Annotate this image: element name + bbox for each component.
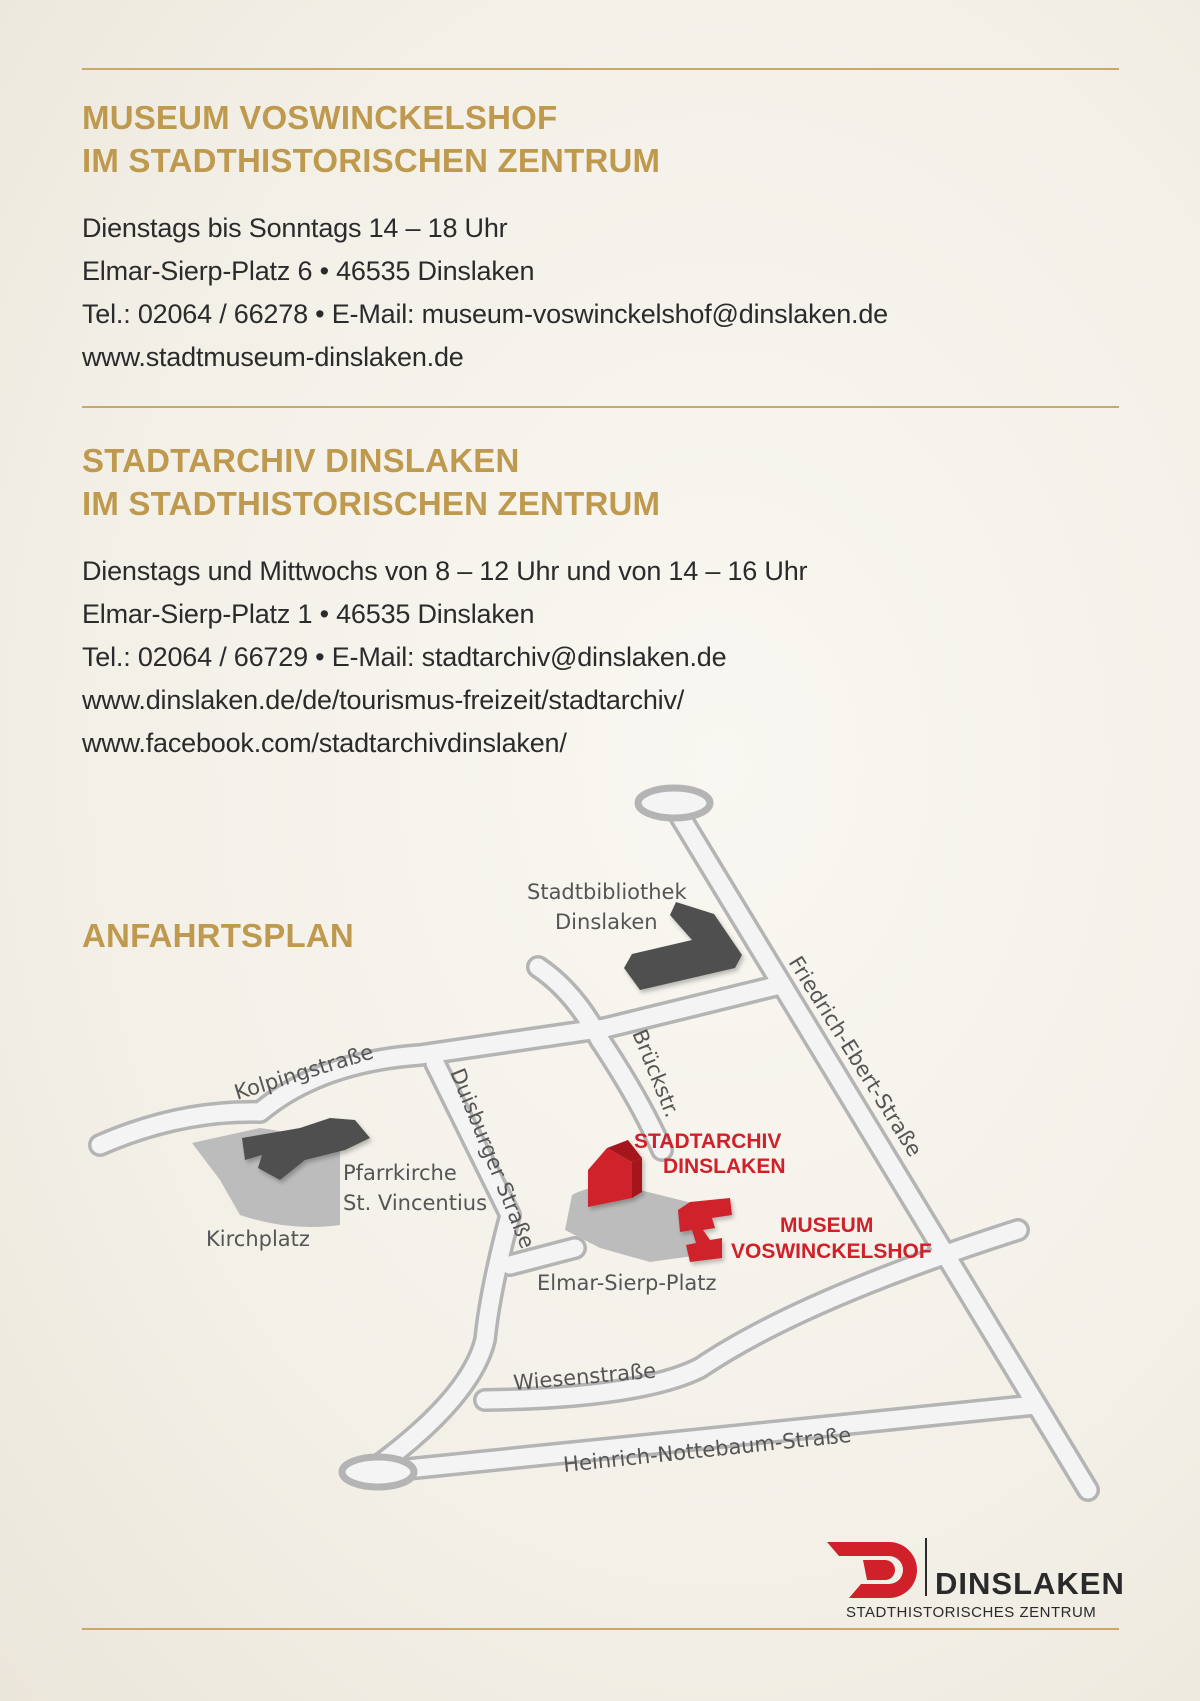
label-kolpingstrasse: Kolpingstraße <box>231 1039 377 1105</box>
divider-bottom <box>82 1628 1119 1630</box>
museum-info <box>82 207 888 379</box>
label-museum-line2: VOSWINCKELSHOF <box>731 1240 932 1263</box>
label-duisburger-strasse: Duisburger Straße <box>445 1064 540 1252</box>
museum-hours: Dienstags bis Sonntags 14 – 18 Uhr <box>82 213 508 243</box>
roundabout-south <box>342 1457 414 1487</box>
archive-address: Elmar-Sierp-Platz 1 • 46535 Dinslaken <box>82 599 535 629</box>
label-archive-line1: STADTARCHIV <box>634 1130 782 1153</box>
label-museum-line1: MUSEUM <box>780 1214 874 1237</box>
museum-title-line1: MUSEUM VOSWINCKELSHOF <box>82 99 558 136</box>
label-kirchplatz: Kirchplatz <box>206 1227 310 1251</box>
museum-title-line2: IM STADTHISTORISCHEN ZENTRUM <box>82 142 661 179</box>
label-friedrich-ebert-strasse: Friedrich-Ebert-Straße <box>783 951 927 1161</box>
archive-contact[interactable]: Tel.: 02064 / 66729 • E-Mail: stadtarchiv@dinslaken.de <box>82 642 727 672</box>
archive-website-link[interactable]: www.dinslaken.de/de/tourismus-freizeit/stadtarchiv/ <box>82 685 685 715</box>
label-archive-line2: DINSLAKEN <box>663 1155 786 1178</box>
label-church-line2: St. Vincentius <box>343 1191 488 1215</box>
roundabout-north <box>638 788 710 818</box>
label-library-line1: Stadtbibliothek <box>527 880 687 904</box>
logo-divider <box>925 1538 927 1596</box>
label-wiesenstrasse: Wiesenstraße <box>512 1358 657 1395</box>
archive-title <box>82 439 660 525</box>
divider-top <box>82 68 1119 70</box>
museum-contact[interactable]: Tel.: 02064 / 66278 • E-Mail: museum-voswinckelshof@dinslaken.de <box>82 299 888 329</box>
dinslaken-logo-icon <box>827 1538 917 1600</box>
directions-map <box>0 760 1200 1520</box>
archive-hours: Dienstags und Mittwochs von 8 – 12 Uhr und von 14 – 16 Uhr <box>82 556 808 586</box>
label-library-line2: Dinslaken <box>555 910 658 934</box>
map-title: ANFAHRTSPLAN <box>82 917 354 954</box>
divider-middle <box>82 406 1119 408</box>
museum-address: Elmar-Sierp-Platz 6 • 46535 Dinslaken <box>82 256 535 286</box>
logo-subtitle: STADTHISTORISCHES ZENTRUM <box>846 1604 1097 1621</box>
archive-info <box>82 550 807 765</box>
label-church-line1: Pfarrkirche <box>343 1161 457 1185</box>
museum-title <box>82 96 660 182</box>
archive-title-line1: STADTARCHIV DINSLAKEN <box>82 442 520 479</box>
dinslaken-logo <box>846 1566 1125 1621</box>
archive-facebook-link[interactable]: www.facebook.com/stadtarchivdinslaken/ <box>82 728 567 758</box>
logo-name: DINSLAKEN <box>935 1566 1125 1601</box>
museum-website-link[interactable]: www.stadtmuseum-dinslaken.de <box>82 342 464 372</box>
archive-title-line2: IM STADTHISTORISCHEN ZENTRUM <box>82 485 661 522</box>
label-elmar-sierp-platz: Elmar-Sierp-Platz <box>537 1271 717 1295</box>
label-heinrich-nottebaum-strasse: Heinrich-Nottebaum-Straße <box>562 1422 853 1477</box>
label-brueckstrasse: Brückstr. <box>627 1025 685 1121</box>
